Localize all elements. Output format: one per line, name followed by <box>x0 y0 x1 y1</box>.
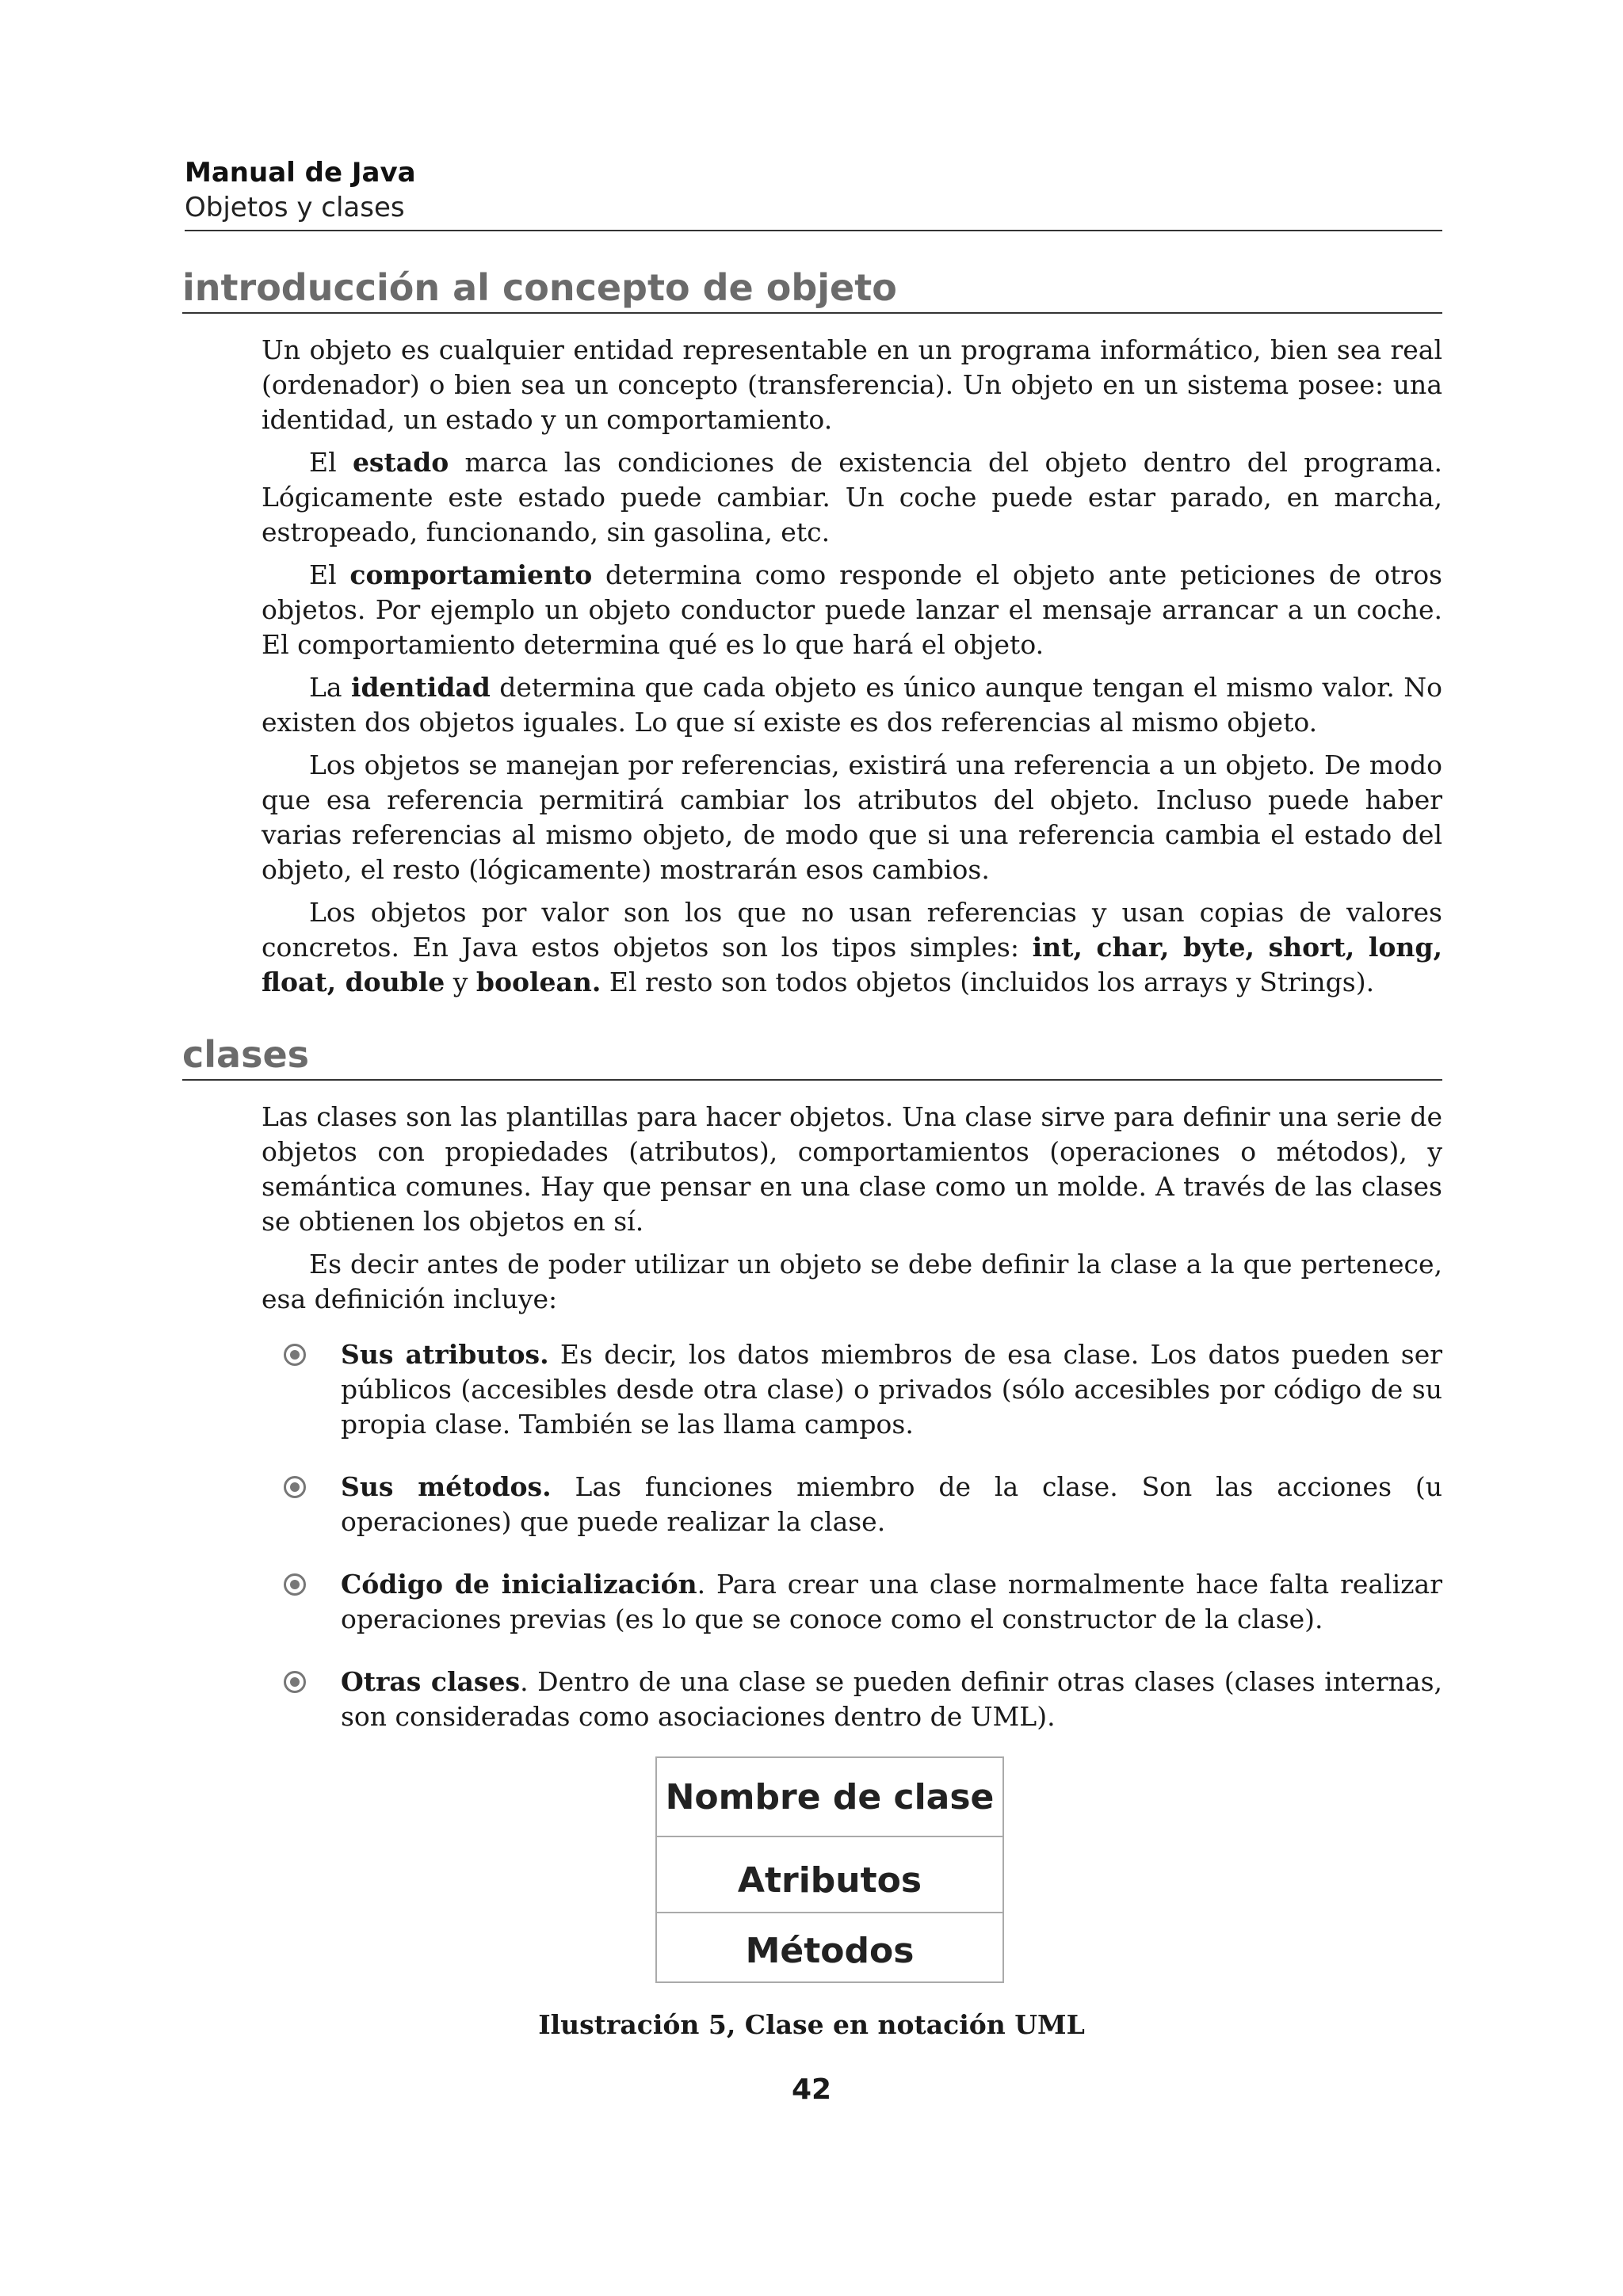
paragraph-estado <box>262 445 1442 550</box>
section-heading-objeto: introducción al concepto de objeto <box>182 265 1442 314</box>
list-item <box>262 1567 1442 1637</box>
list-item <box>262 1337 1442 1442</box>
bold-term: Código de inicialización <box>341 1569 697 1600</box>
text-run: determina que cada objeto es único aunque tengan el mismo valor. No existen dos objetos iguales. Lo que sí existe es dos referencias al mismo objeto. <box>262 672 1442 738</box>
bold-term: int, char, byte, short, long, float, double <box>262 932 1442 997</box>
text-run: marca las condiciones de existencia del objeto dentro del programa. Lógicamente este estado puede cambiar. Un coche puede estar parado, en marcha, estropeado, funcionando, sin gasolina, etc. <box>262 447 1442 547</box>
uml-attributes: Atributos <box>657 1837 1002 1913</box>
text-run: y <box>445 967 476 997</box>
bold-term: estado <box>352 447 449 478</box>
text-run: El resto son todos objetos (incluidos los arrays y Strings). <box>601 967 1375 997</box>
radio-bullet-icon <box>284 1671 306 1693</box>
text-run: El <box>309 447 353 478</box>
section-body-objeto <box>262 333 1442 1008</box>
bold-term: Otras clases <box>341 1666 521 1697</box>
radio-bullet-icon <box>284 1476 306 1498</box>
list-item <box>262 1470 1442 1539</box>
section-body-clases <box>262 1100 1442 1325</box>
section-heading-clases: clases <box>182 1032 1442 1081</box>
running-title: Manual de Java <box>185 157 416 189</box>
text-run: La <box>309 672 351 703</box>
text-run: El <box>309 559 350 590</box>
paragraph-referencias: Los objetos se manejan por referencias, existirá una referencia a un objeto. De modo que esa referencia permitirá cambiar los atributos del objeto. Incluso puede haber varias referencias al mismo objeto, de modo que si una referencia cambia el estado del objeto, el resto (lógicamente) mostrarán esos cambios. <box>262 749 1442 885</box>
running-subtitle: Objetos y clases <box>185 192 405 223</box>
bold-term: boolean. <box>475 967 601 997</box>
paragraph: Las clases son las plantillas para hacer objetos. Una clase sirve para definir una serie de objetos con propiedades (atributos), comportamientos (operaciones o métodos), y semántica comunes. Hay que pensar en una clase como un molde. A través de las clases se obtienen los objetos en sí. <box>262 1101 1442 1237</box>
text-run: Los objetos por valor son los que no usan referencias y usan copias de valores concretos. En Java estos objetos son los tipos simples: <box>262 897 1442 963</box>
paragraph-por-valor <box>262 895 1442 1000</box>
bullet-list <box>262 1337 1442 1762</box>
text-run: . Para crear una clase normalmente hace falta realizar operaciones previas (es lo que se conoce como el constructor de la clase). <box>341 1569 1442 1634</box>
uml-class-diagram <box>655 1756 1004 1983</box>
paragraph-comportamiento <box>262 558 1442 662</box>
radio-bullet-icon <box>284 1573 306 1596</box>
list-item <box>262 1665 1442 1734</box>
radio-bullet-icon <box>284 1344 306 1366</box>
bold-term: Sus atributos. <box>341 1339 549 1370</box>
text-run: . Dentro de una clase se pueden definir otras clases (clases internas, son consideradas como asociaciones dentro de UML). <box>341 1666 1443 1732</box>
text-run: determina como responde el objeto ante peticiones de otros objetos. Por ejemplo un objeto conductor puede lanzar el mensaje arrancar a un coche. El comportamiento determina qué es lo que hará el objeto. <box>262 559 1442 660</box>
figure-caption: Ilustración 5, Clase en notación UML <box>538 2009 1085 2040</box>
page-number: 42 <box>791 2073 832 2106</box>
bold-term: comportamiento <box>349 559 593 590</box>
bold-term: identidad <box>350 672 491 703</box>
running-header <box>185 155 1442 231</box>
uml-methods: Métodos <box>745 1931 915 1971</box>
text-run: Las funciones miembro de la clase. Son las acciones (u operaciones) que puede realizar la clase. <box>341 1471 1443 1537</box>
text-run: Es decir, los datos miembros de esa clase. Los datos pueden ser públicos (accesibles desde otra clase) o privados (sólo accesibles por código de su propia clase. También se las llama campos. <box>341 1339 1442 1440</box>
uml-class-name: Nombre de clase <box>657 1758 1002 1837</box>
paragraph: Es decir antes de poder utilizar un objeto se debe definir la clase a la que pertenece, esa definición incluye: <box>262 1249 1442 1314</box>
paragraph: Un objeto es cualquier entidad representable en un programa informático, bien sea real (ordenador) o bien sea un concepto (transferencia). Un objeto en un sistema posee: una identidad, un estado y un comportamiento. <box>262 334 1442 435</box>
bold-term: Sus métodos. <box>341 1471 552 1502</box>
paragraph-identidad <box>262 670 1442 740</box>
